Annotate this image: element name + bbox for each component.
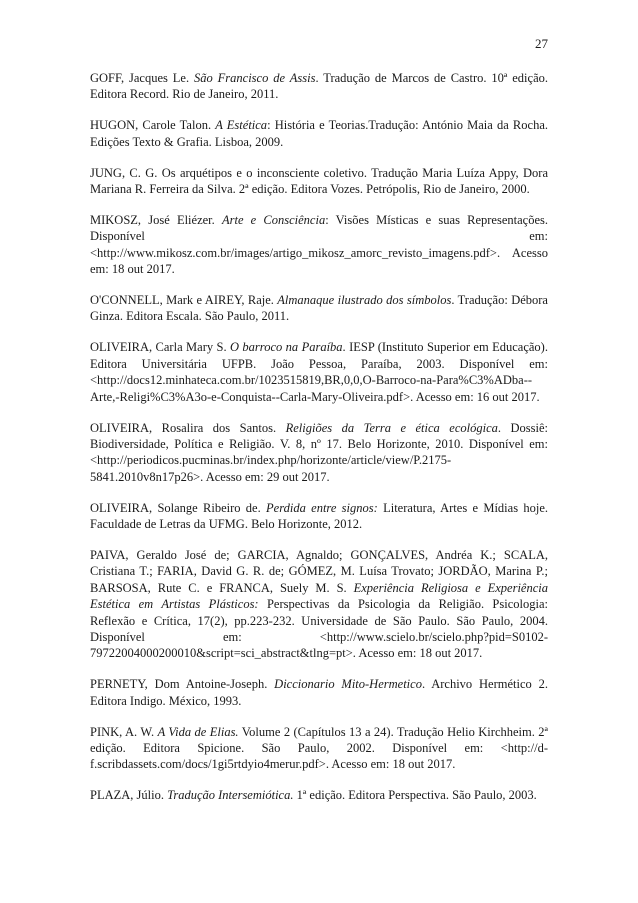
reference-item	[90, 292, 548, 325]
reference-item	[90, 420, 548, 486]
reference-item	[90, 676, 548, 709]
ref-author: GOFF, Jacques Le.	[90, 71, 194, 85]
reference-item	[90, 339, 548, 405]
ref-title: Religiões da Terra e ética ecológica	[285, 420, 498, 435]
ref-details: Literatura, Artes e Mídias hoje. Faculdade de Letras da UFMG. Belo Horizonte, 2012.	[90, 500, 549, 532]
ref-title: A Vida de Elias.	[157, 724, 239, 739]
ref-details: Perspectivas da Psicologia da Religião. Psicologia: Reflexão e Crítica, 17(2), pp.223-232. Universidade de São Paulo. São Paulo, 2004. Disponível em: <http://www.scielo.br/scielo.php?pid=S0102-79722004000200010&script=sci_abstract&tlng=pt>. Acesso em: 18 out 2017.	[90, 597, 548, 661]
ref-title: Almanaque ilustrado dos símbolos	[277, 293, 452, 308]
ref-author: MIKOSZ, José Eliézer.	[90, 212, 222, 227]
ref-details: . Archivo Hermético 2. Editora Indigo. México, 1993.	[90, 677, 548, 708]
ref-title: Arte e Consciência	[221, 212, 326, 227]
ref-author: PLAZA, Júlio.	[90, 788, 168, 803]
reference-item	[90, 547, 548, 662]
ref-details: . IESP (Instituto Superior em Educação). Editora Universitária UFPB. João Pessoa, Paraíba, 2003. Disponível em: <http://docs12.minhateca.com.br/1023515819,BR,0,0,O-Barroco-na-Para%C3%ADba--Arte,-Religi%C3%A3o-e-Conquista--Carla-Mary-Oliveira.pdf>. Acesso em: 16 out 2017.	[90, 340, 548, 404]
ref-author: JUNG, C. G. Os arquétipos e o inconsciente coletivo. Tradução Maria Luíza Appy, Dora Mariana R. Ferreira da Silva. 2ª edição. Editora Vozes. Petrópolis, Rio de Janeiro, 2000.	[90, 165, 548, 197]
ref-title: Experiência Religiosa e Experiência Estética em Artistas Plásticos:	[90, 580, 548, 612]
ref-title: Perdida entre signos:	[266, 500, 378, 515]
reference-item	[90, 500, 548, 533]
ref-title: São Francisco de Assis	[194, 71, 316, 85]
ref-title: A Estética	[215, 118, 268, 133]
page-number: 27	[535, 36, 548, 51]
ref-author: OLIVEIRA, Solange Ribeiro de.	[90, 500, 267, 515]
ref-author: HUGON, Carole Talon.	[90, 118, 216, 133]
reference-item	[90, 787, 548, 803]
ref-author: OLIVEIRA, Rosalira dos Santos.	[90, 420, 286, 435]
reference-item	[90, 117, 548, 150]
ref-title: Diccionario Mito-Hermetico	[274, 677, 422, 692]
ref-details: 1ª edição. Editora Perspectiva. São Paulo, 2003.	[293, 788, 537, 803]
ref-details: : História e Teorias.Tradução: António Maia da Rocha. Edições Texto & Grafia. Lisboa, 2009.	[90, 118, 548, 149]
ref-details: Volume 2 (Capítulos 13 a 24). Tradução Helio Kirchheim. 2ª edição. Editora Spicione. São Paulo, 2002. Disponível em: <http://d-f.scribdassets.com/docs/1gi5rtdyio4merur.pdf>. Acesso em: 18 out 2017.	[90, 724, 548, 772]
ref-author: PAIVA, Geraldo José de; GARCIA, Agnaldo; GONÇALVES, Andréa K.; SCALA, Cristiana T.; FARIA, David G. R. de; GÓMEZ, M. Luísa Trovato; JORDÃO, Marina P.; BARSOSA, Rute C. e FRANCA, Suely M. S.	[90, 547, 548, 595]
reference-item	[90, 212, 548, 278]
ref-author: OLIVEIRA, Carla Mary S.	[90, 340, 230, 355]
ref-author: PINK, A. W.	[90, 724, 158, 739]
reference-item	[90, 70, 548, 103]
reference-item	[90, 724, 548, 773]
ref-author: PERNETY, Dom Antoine-Joseph.	[90, 677, 275, 692]
reference-item	[90, 165, 548, 198]
ref-details: : Visões Místicas e suas Representações. Disponível em: <http://www.mikosz.com.br/images/artigo_mikosz_amorc_revisto_imagens.pdf>. Acesso em: 18 out 2017.	[90, 212, 548, 277]
ref-details: . Dossiê: Biodiversidade, Política e Religião. V. 8, nº 17. Belo Horizonte, 2010. Disponível em: <http://periodicos.pucminas.br/index.php/horizonte/article/view/P.2175-5841.2010v8n17p26>. Acesso em: 29 out 2017.	[90, 420, 549, 484]
ref-author: O'CONNELL, Mark e AIREY, Raje.	[90, 293, 278, 308]
reference-list	[90, 70, 548, 818]
ref-title: Tradução Intersemiótica.	[167, 788, 294, 803]
ref-details: . Tradução de Marcos de Castro. 10ª edição. Editora Record. Rio de Janeiro, 2011.	[90, 71, 548, 102]
ref-details: . Tradução: Débora Ginza. Editora Escala. São Paulo, 2011.	[90, 293, 548, 324]
ref-title: O barroco na Paraíba	[230, 340, 343, 355]
